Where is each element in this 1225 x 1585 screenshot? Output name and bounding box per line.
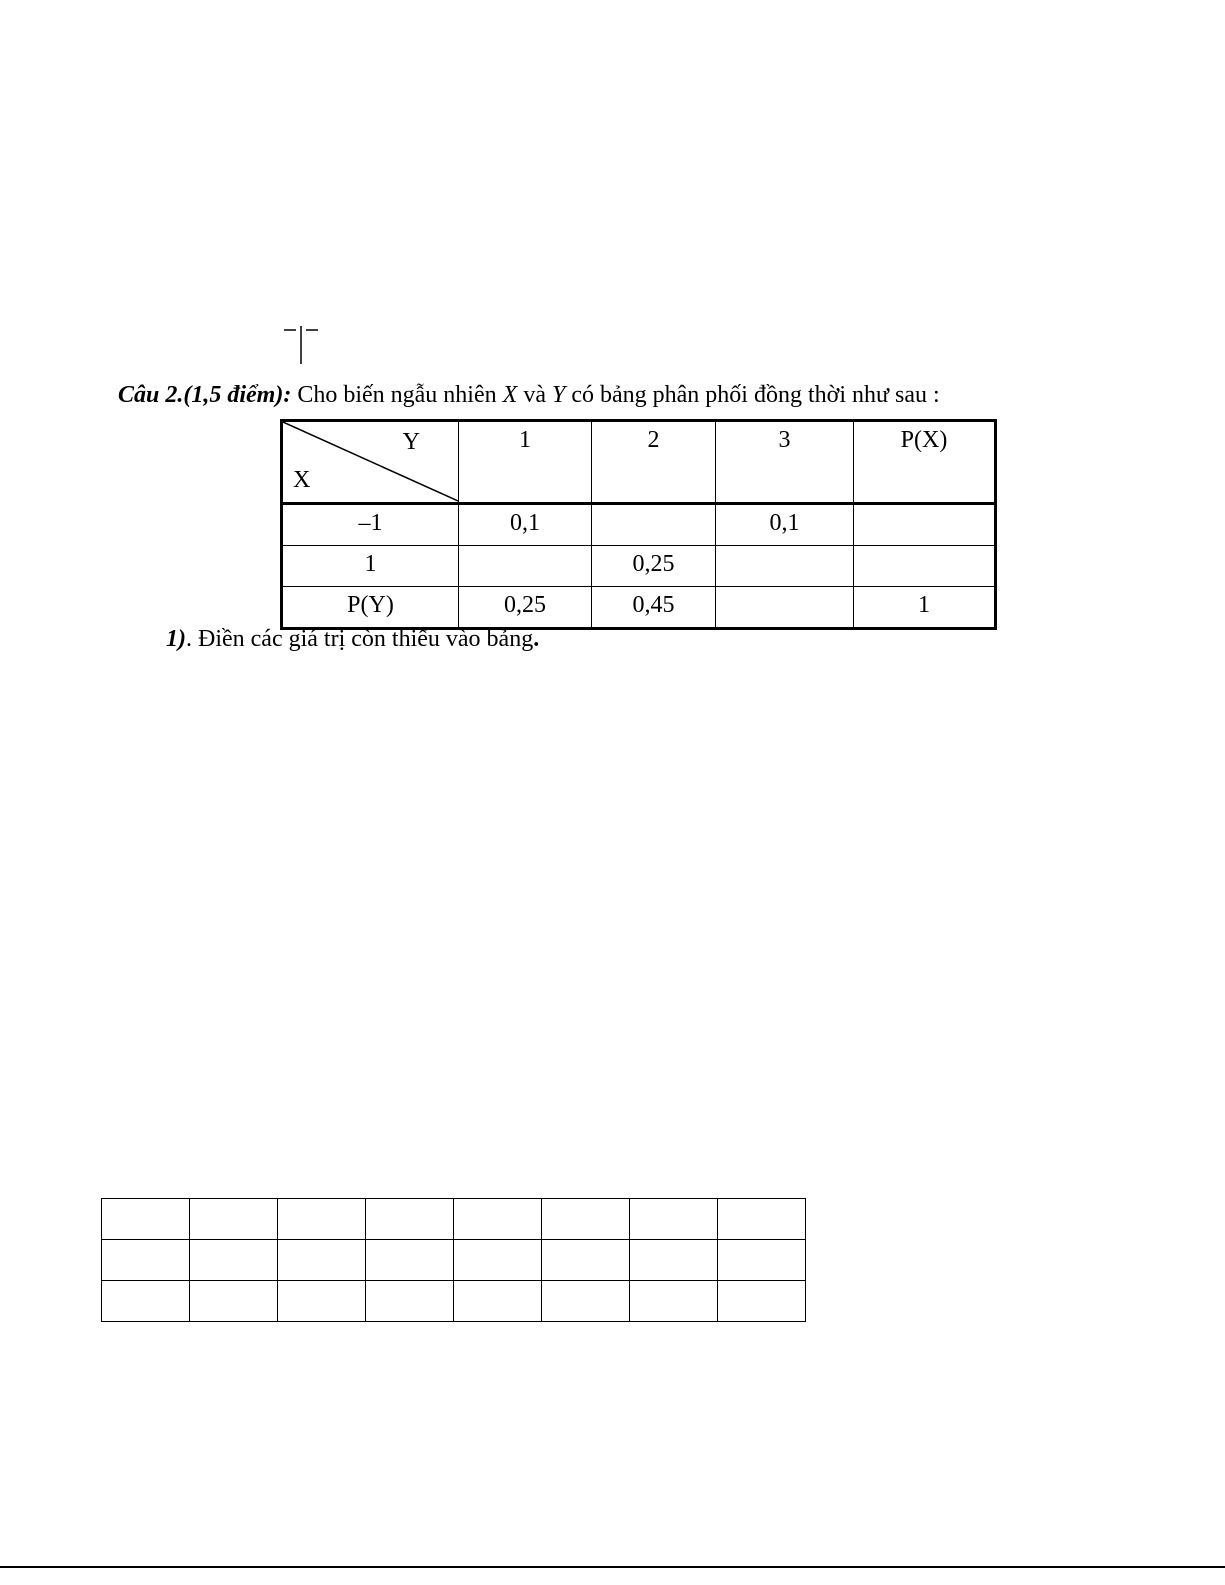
question-label: Câu 2.(1,5 điểm): <box>118 382 292 408</box>
question-text-3: có bảng phân phối đồng thời như sau : <box>565 382 940 408</box>
col-header: 3 <box>716 421 854 504</box>
table-cell: 0,25 <box>459 587 592 629</box>
blank-grid-row <box>102 1240 806 1281</box>
table-cell: 0,25 <box>592 546 716 587</box>
table-cell: 0,1 <box>459 504 592 546</box>
table-cell <box>716 546 854 587</box>
table-cell: 1 <box>854 587 996 629</box>
blank-grid-cell <box>102 1240 190 1281</box>
table-row <box>282 587 996 629</box>
col-header: 2 <box>592 421 716 504</box>
blank-grid-cell <box>718 1199 806 1240</box>
instruction-text: . Điền các giá trị còn thiếu vào bảng <box>186 626 534 652</box>
blank-grid-cell <box>630 1199 718 1240</box>
blank-grid-cell <box>102 1281 190 1322</box>
blank-grid-cell <box>366 1240 454 1281</box>
blank-grid-cell <box>102 1199 190 1240</box>
table-cell <box>716 587 854 629</box>
corner-label-x: X <box>293 467 311 493</box>
col-header: 1 <box>459 421 592 504</box>
blank-grid-cell <box>718 1281 806 1322</box>
blank-grid-cell <box>542 1199 630 1240</box>
instruction-period: . <box>533 626 540 652</box>
instruction-number: 1) <box>166 626 186 652</box>
corner-label-y: Y <box>402 429 420 455</box>
blank-grid-cell <box>366 1199 454 1240</box>
blank-grid-cell <box>278 1240 366 1281</box>
blank-grid-cell <box>718 1240 806 1281</box>
row-label: P(Y) <box>282 587 459 629</box>
bottom-divider <box>0 1566 1225 1568</box>
question-heading <box>118 380 940 410</box>
blank-grid-cell <box>454 1240 542 1281</box>
col-header: P(X) <box>854 421 996 504</box>
table-cell: 0,45 <box>592 587 716 629</box>
table-row <box>282 504 996 546</box>
table-cell: 0,1 <box>716 504 854 546</box>
table-header-row <box>282 421 996 504</box>
question-text-1: Cho biến ngẫu nhiên <box>291 382 503 408</box>
table-cell <box>592 504 716 546</box>
row-label: 1 <box>282 546 459 587</box>
blank-grid-cell <box>630 1240 718 1281</box>
table-row <box>282 546 996 587</box>
blank-answer-grid <box>101 1198 806 1322</box>
blank-grid-cell <box>190 1240 278 1281</box>
blank-grid-cell <box>542 1281 630 1322</box>
row-label: –1 <box>282 504 459 546</box>
table-cell <box>459 546 592 587</box>
blank-grid-cell <box>190 1199 278 1240</box>
corner-cell <box>282 421 459 504</box>
blank-grid-cell <box>454 1199 542 1240</box>
table-cell <box>854 546 996 587</box>
blank-grid-row <box>102 1281 806 1322</box>
table-cell <box>854 504 996 546</box>
blank-grid-cell <box>278 1199 366 1240</box>
joint-distribution-table <box>280 419 997 630</box>
question-text-2: và <box>517 382 552 408</box>
variable-y: Y <box>551 382 566 408</box>
blank-grid-cell <box>190 1281 278 1322</box>
cursor-mark-icon <box>282 324 322 366</box>
variable-x: X <box>502 382 518 408</box>
instruction-line <box>166 624 539 654</box>
blank-grid-cell <box>454 1281 542 1322</box>
blank-grid-cell <box>542 1240 630 1281</box>
blank-grid-cell <box>630 1281 718 1322</box>
blank-grid-row <box>102 1199 806 1240</box>
blank-grid-cell <box>366 1281 454 1322</box>
blank-grid-cell <box>278 1281 366 1322</box>
